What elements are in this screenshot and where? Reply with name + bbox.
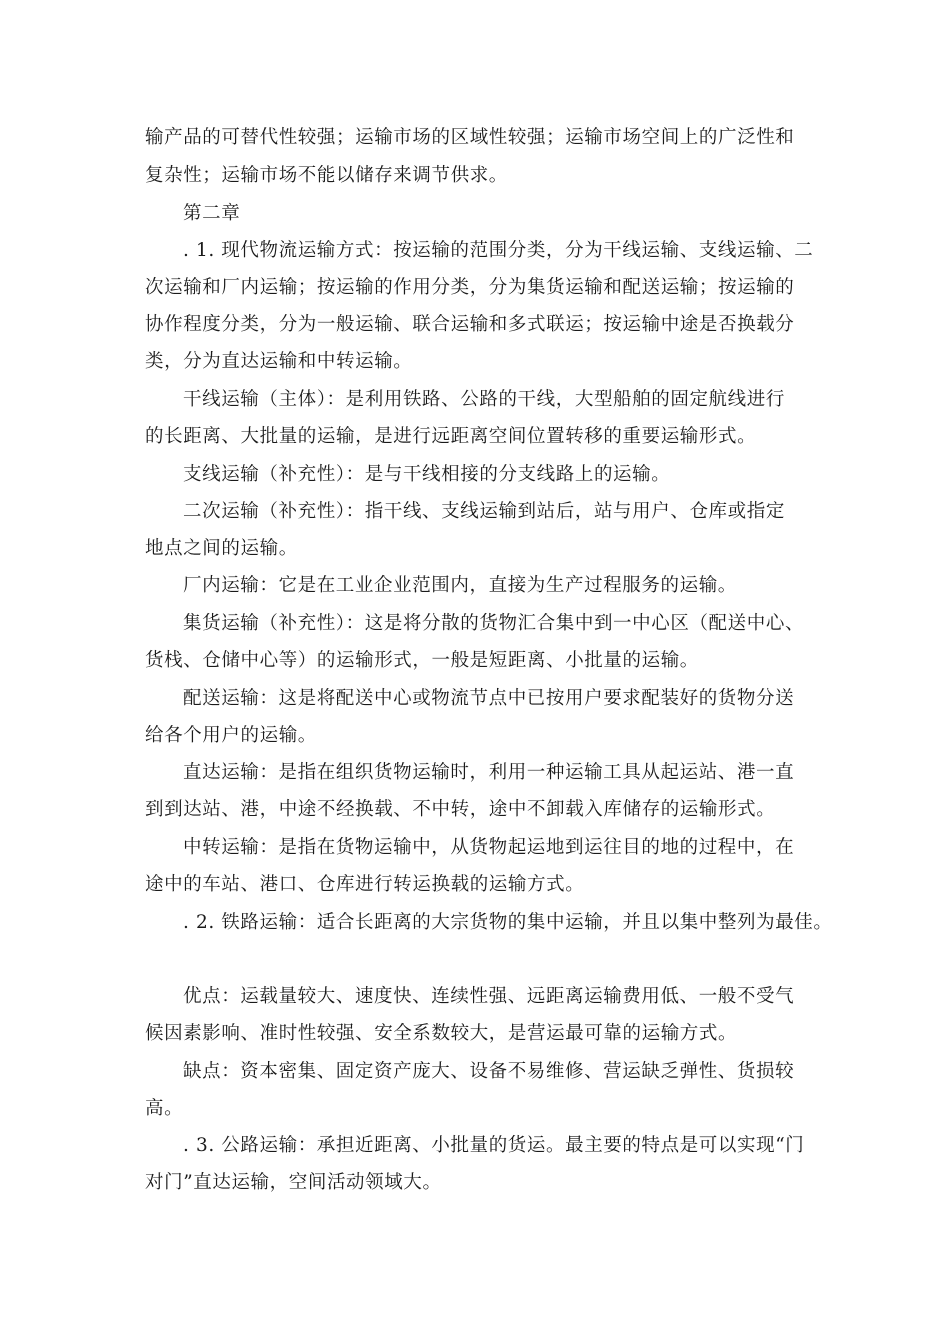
text-line: 类，分为直达运输和中转运输。 <box>145 351 413 372</box>
text-line: 高。 <box>145 1098 184 1119</box>
text-line: 中转运输：是指在货物运输中，从货物起运地到运往目的地的过程中，在 <box>183 837 795 858</box>
text-line: 复杂性；运输市场不能以储存来调节供求。 <box>145 165 508 186</box>
text-line: 地点之间的运输。 <box>145 538 298 559</box>
text-line: 支线运输（补充性）：是与干线相接的分支线路上的运输。 <box>183 464 671 485</box>
text-line: 二次运输（补充性）：指干线、支线运输到站后，站与用户、仓库或指定 <box>183 501 785 522</box>
text-line: 缺点：资本密集、固定资产庞大、设备不易维修、营运缺乏弹性、货损较 <box>183 1061 795 1082</box>
text-line: 干线运输（主体）：是利用铁路、公路的干线，大型船舶的固定航线进行 <box>183 389 785 410</box>
text-line: 途中的车站、港口、仓库进行转运换载的运输方式。 <box>145 874 585 895</box>
text-line: 次运输和厂内运输；按运输的作用分类，分为集货运输和配送运输；按运输的 <box>145 277 795 298</box>
text-line: 优点：运载量较大、速度快、连续性强、远距离运输费用低、一般不受气 <box>183 986 795 1007</box>
text-line: . 1. 现代物流运输方式：按运输的范围分类，分为干线运输、支线运输、二 <box>183 240 814 261</box>
text-line: 协作程度分类，分为一般运输、联合运输和多式联运；按运输中途是否换载分 <box>145 314 795 335</box>
text-line: 输产品的可替代性较强；运输市场的区域性较强；运输市场空间上的广泛性和 <box>145 127 795 148</box>
text-line: 配送运输：这是将配送中心或物流节点中已按用户要求配装好的货物分送 <box>183 688 795 709</box>
text-line: . 3. 公路运输：承担近距离、小批量的货运。最主要的特点是可以实现“门 <box>183 1135 805 1156</box>
text-line: 直达运输：是指在组织货物运输时，利用一种运输工具从起运站、港一直 <box>183 762 795 783</box>
text-line: 候因素影响、准时性较强、安全系数较大，是营运最可靠的运输方式。 <box>145 1023 738 1044</box>
text-line: 厂内运输：它是在工业企业范围内，直接为生产过程服务的运输。 <box>183 575 737 596</box>
text-line: 的长距离、大批量的运输，是进行远距离空间位置转移的重要运输形式。 <box>145 426 757 447</box>
chapter-heading: 第二章 <box>183 203 241 224</box>
text-line: . 2. 铁路运输：适合长距离的大宗货物的集中运输，并且以集中整列为最佳。 <box>183 912 833 933</box>
text-line: 到到达站、港，中途不经换载、不中转，途中不卸载入库储存的运输形式。 <box>145 799 776 820</box>
text-line: 集货运输（补充性）：这是将分散的货物汇合集中到一中心区（配送中心、 <box>183 613 805 634</box>
text-line: 对门”直达运输，空间活动领域大。 <box>145 1172 442 1193</box>
text-line: 给各个用户的运输。 <box>145 725 317 746</box>
text-line: 货栈、仓储中心等）的运输形式，一般是短距离、小批量的运输。 <box>145 650 699 671</box>
